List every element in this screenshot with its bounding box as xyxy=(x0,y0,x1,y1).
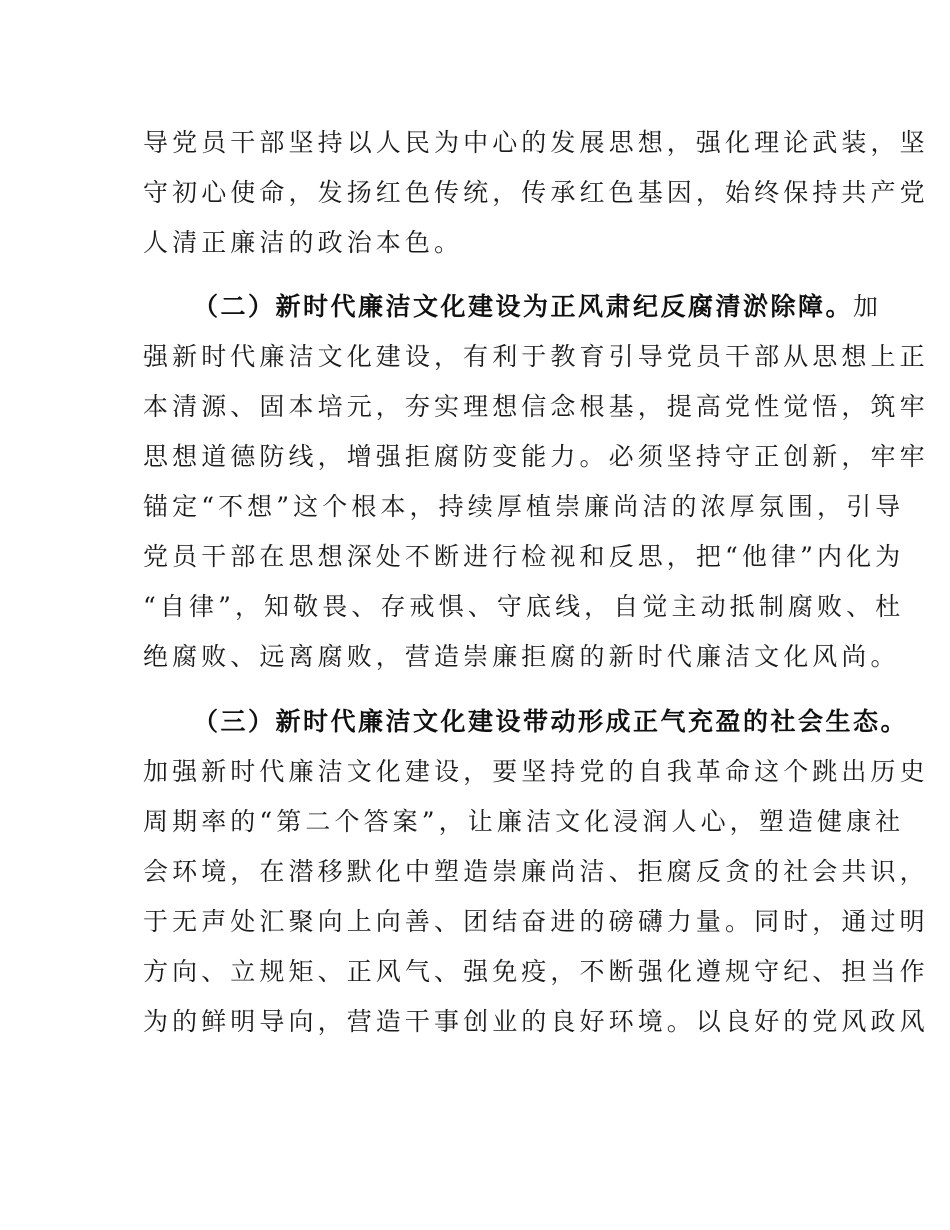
paragraph3-line-1: 加强新时代廉洁文化建设，要坚持党的自我革命这个跳出历史 xyxy=(143,757,929,786)
paragraph2-line-7: 绝腐败、远离腐败，营造崇廉拒腐的新时代廉洁文化风尚。 xyxy=(143,642,900,671)
paragraph3-heading: （三）新时代廉洁文化建设带动形成正气充盈的社会生态。 xyxy=(193,707,909,736)
paragraph1-line-1: 导党员干部坚持以人民为中心的发展思想，强化理论武装，坚 xyxy=(143,128,929,157)
paragraph3-line-3: 会环境，在潜移默化中塑造崇廉尚洁、拒腐反贪的社会共识， xyxy=(143,857,929,886)
paragraph2-line-5: 党员干部在思想深处不断进行检视和反思，把“他律”内化为 xyxy=(143,542,905,571)
paragraph1-line-3: 人清正廉洁的政治本色。 xyxy=(143,228,464,257)
paragraph2-line-6: “自律”，知敬畏、存戒惧、守底线，自觉主动抵制腐败、杜 xyxy=(143,592,905,621)
paragraph2-line-3: 思想道德防线，增强拒腐防变能力。必须坚持守正创新，牢牢 xyxy=(143,442,929,471)
paragraph2-line-2: 本清源、固本培元，夯实理想信念根基，提高党性觉悟，筑牢 xyxy=(143,392,929,421)
paragraph3-first-line xyxy=(193,707,908,737)
paragraph2-heading: （二）新时代廉洁文化建设为正风肃纪反腐清淤除障。 xyxy=(193,292,854,321)
paragraph2-first-line-rest: 加 xyxy=(853,292,883,321)
paragraph2-line-1: 强新时代廉洁文化建设，有利于教育引导党员干部从思想上正 xyxy=(143,342,929,371)
paragraph2-first-line xyxy=(193,292,882,322)
paragraph1-line-2: 守初心使命，发扬红色传统，传承红色基因，始终保持共产党 xyxy=(143,178,929,207)
paragraph3-line-2: 周期率的“第二个答案”，让廉洁文化浸润人心，塑造健康社 xyxy=(143,807,905,836)
paragraph3-line-4: 于无声处汇聚向上向善、团结奋进的磅礴力量。同时，通过明 xyxy=(143,907,929,936)
paragraph3-line-5: 方向、立规矩、正风气、强免疫，不断强化遵规守纪、担当作 xyxy=(143,957,929,986)
paragraph2-line-4: 锚定“不想”这个根本，持续厚植崇廉尚洁的浓厚氛围，引导 xyxy=(143,492,905,521)
paragraph3-line-6: 为的鲜明导向，营造干事创业的良好环境。以良好的党风政风 xyxy=(143,1007,929,1036)
